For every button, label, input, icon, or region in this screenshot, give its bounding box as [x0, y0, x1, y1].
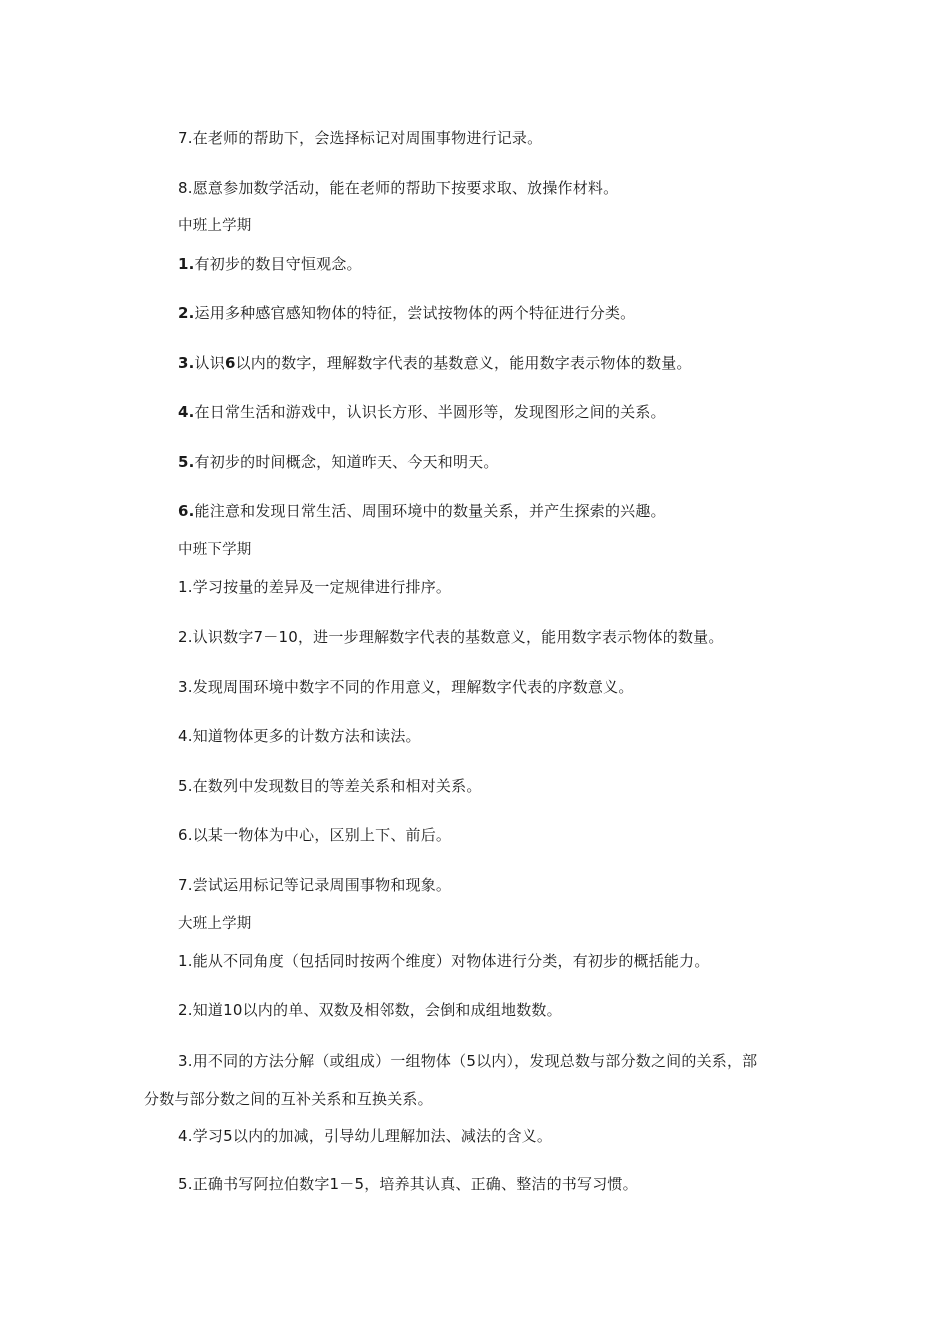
section-heading — [178, 216, 252, 236]
item-number: 4. — [178, 1127, 193, 1145]
list-item — [178, 353, 692, 373]
item-number: 6. — [178, 502, 195, 520]
item-number: 5. — [178, 1175, 193, 1193]
list-item — [178, 1126, 552, 1146]
item-text: 分数与部分数之间的互补关系和互换关系。 — [144, 1090, 433, 1108]
item-text: 学习5以内的加减，引导幼儿理解加法、减法的含义。 — [192, 1127, 553, 1145]
item-text: 在日常生活和游戏中，认识长方形、半圆形等，发现图形之间的关系。 — [194, 403, 666, 421]
list-item — [178, 128, 542, 148]
list-item — [178, 178, 618, 198]
item-text: 能从不同角度（包括同时按两个维度）对物体进行分类，有初步的概括能力。 — [192, 952, 710, 970]
item-text: 认识数字7－10，进一步理解数字代表的基数意义，能用数字表示物体的数量。 — [192, 628, 724, 646]
item-number: 1. — [178, 255, 195, 273]
list-item — [178, 951, 710, 971]
list-item — [178, 1000, 562, 1020]
item-text: 尝试运用标记等记录周围事物和现象。 — [192, 876, 452, 894]
item-number: 5. — [178, 453, 195, 471]
list-item — [178, 1174, 638, 1194]
list-item — [178, 402, 666, 422]
item-number: 5. — [178, 777, 193, 795]
list-item — [178, 726, 421, 746]
item-text: 用不同的方法分解（或组成）一组物体（5以内），发现总数与部分数之间的关系，部 — [192, 1052, 758, 1070]
item-text: 知道10以内的单、双数及相邻数，会倒和成组地数数。 — [192, 1001, 562, 1019]
item-text-bold: 6 — [224, 354, 236, 372]
item-text: 以某一物体为中心，区别上下、前后。 — [192, 826, 452, 844]
item-number: 3. — [178, 1052, 193, 1070]
item-number: 8. — [178, 179, 193, 197]
item-number: 6. — [178, 826, 193, 844]
item-number: 3. — [178, 354, 195, 372]
list-item — [178, 254, 362, 274]
section-heading-text: 大班上学期 — [178, 916, 252, 932]
list-item — [178, 776, 482, 796]
item-text: 有初步的时间概念，知道昨天、今天和明天。 — [194, 453, 499, 471]
list-item — [178, 1051, 757, 1071]
list-item — [178, 627, 724, 647]
section-heading — [178, 914, 252, 934]
item-number: 2. — [178, 1001, 193, 1019]
item-number: 2. — [178, 304, 195, 322]
item-text: 有初步的数目守恒观念。 — [194, 255, 362, 273]
item-number: 4. — [178, 403, 195, 421]
list-item — [178, 452, 499, 472]
section-heading-text: 中班下学期 — [178, 542, 252, 558]
item-text: 学习按量的差异及一定规律进行排序。 — [192, 578, 452, 596]
item-text: 发现周围环境中数字不同的作用意义，理解数字代表的序数意义。 — [192, 678, 634, 696]
list-item-continuation — [144, 1089, 433, 1109]
list-item — [178, 875, 451, 895]
item-text: 运用多种感官感知物体的特征，尝试按物体的两个特征进行分类。 — [194, 304, 636, 322]
list-item — [178, 825, 451, 845]
item-text-pre: 认识 — [194, 354, 225, 372]
list-item — [178, 577, 451, 597]
item-number: 7. — [178, 129, 193, 147]
item-text: 能注意和发现日常生活、周围环境中的数量关系，并产生探索的兴趣。 — [194, 502, 666, 520]
item-text: 以内的数字，理解数字代表的基数意义，能用数字表示物体的数量。 — [235, 354, 692, 372]
item-number: 1. — [178, 952, 193, 970]
list-item — [178, 303, 635, 323]
item-number: 4. — [178, 727, 193, 745]
item-text: 知道物体更多的计数方法和读法。 — [192, 727, 421, 745]
item-text: 正确书写阿拉伯数字1－5，培养其认真、正确、整洁的书写习惯。 — [192, 1175, 638, 1193]
list-item — [178, 677, 634, 697]
section-heading-text: 中班上学期 — [178, 218, 252, 234]
list-item — [178, 501, 666, 521]
item-number: 2. — [178, 628, 193, 646]
section-heading — [178, 540, 252, 560]
item-text: 愿意参加数学活动，能在老师的帮助下按要求取、放操作材料。 — [192, 179, 619, 197]
item-number: 7. — [178, 876, 193, 894]
item-number: 3. — [178, 678, 193, 696]
item-text: 在老师的帮助下，会选择标记对周围事物进行记录。 — [192, 129, 543, 147]
item-text: 在数列中发现数目的等差关系和相对关系。 — [192, 777, 482, 795]
item-number: 1. — [178, 578, 193, 596]
